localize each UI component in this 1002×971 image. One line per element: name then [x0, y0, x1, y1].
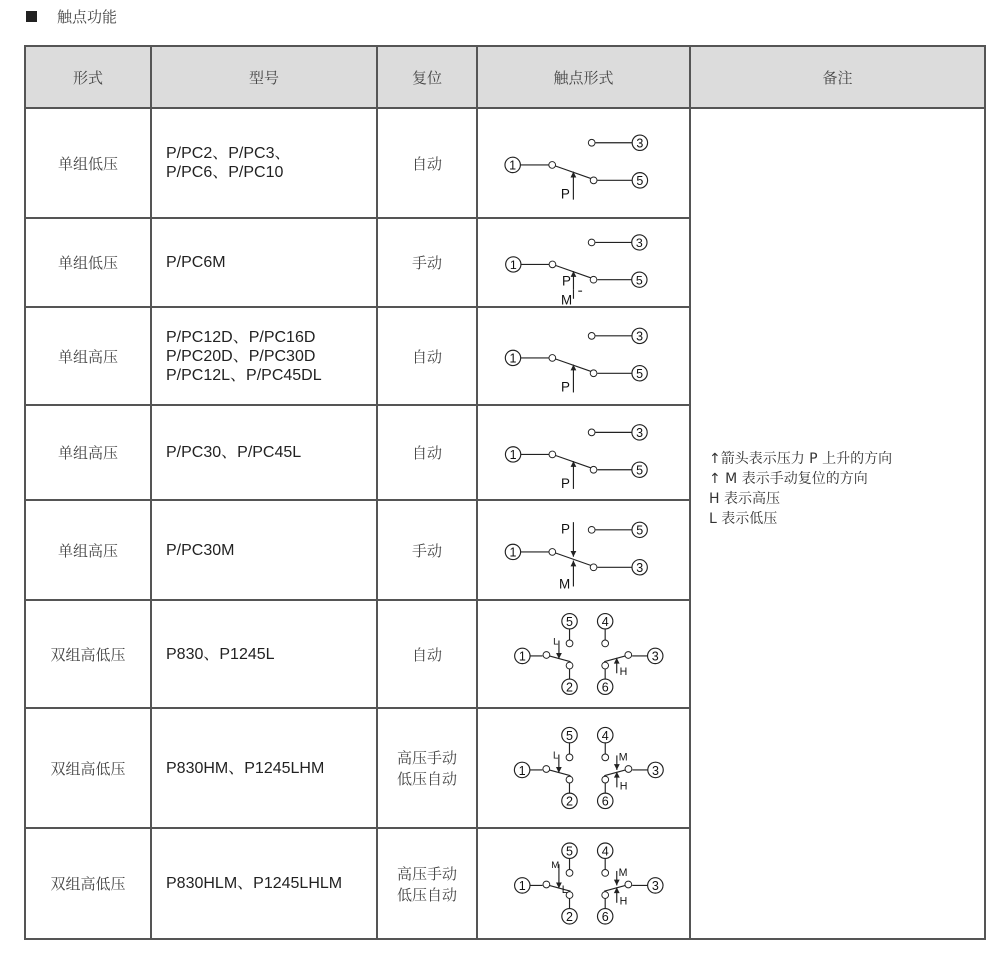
contact-point — [549, 451, 556, 458]
terminal-label: 4 — [601, 728, 609, 743]
contact-diagram-svg — [478, 502, 689, 598]
pressure-arrow-icon — [571, 551, 577, 557]
arrow-label: H — [619, 780, 628, 793]
arrow-label: L — [553, 636, 559, 648]
form-text: 单组低压 — [57, 154, 118, 173]
contact-form-cell — [477, 828, 690, 939]
model-cell — [151, 500, 377, 600]
contact-diagram — [506, 235, 647, 305]
contact-point — [590, 370, 597, 377]
contact-diagram — [505, 522, 647, 592]
terminal-label: 4 — [601, 615, 609, 630]
reset-text: 低压自动 — [396, 885, 457, 904]
header-form: 形式 — [25, 46, 151, 108]
model-text: P830、P1245L — [166, 645, 275, 663]
contact-form-cell — [477, 108, 690, 218]
table-header-row — [25, 46, 985, 108]
contact-point — [549, 261, 556, 268]
arrow-label: P — [560, 186, 570, 202]
wire-line — [604, 885, 625, 891]
contact-diagram-svg — [478, 710, 689, 826]
reset-text: 高压手动 — [396, 749, 457, 767]
contact-form-cell — [477, 500, 690, 600]
contact-point — [590, 177, 597, 184]
manual-arrow-icon — [571, 561, 577, 567]
terminal-label: 1 — [509, 258, 517, 273]
contact-point — [549, 162, 556, 169]
terminal-label: 1 — [518, 649, 526, 664]
form-text: 单组高压 — [57, 541, 118, 560]
contact-diagram-svg — [478, 830, 689, 937]
contact-point — [543, 766, 550, 773]
model-cell — [151, 828, 377, 939]
contact-point — [590, 276, 597, 283]
terminal-label: 3 — [636, 329, 644, 344]
contact-diagram-svg — [478, 309, 689, 403]
contact-diagram-svg — [478, 407, 689, 498]
contact-point — [588, 526, 595, 533]
terminal-label: 4 — [601, 844, 609, 859]
terminal-label: 1 — [518, 763, 526, 778]
terminal-label: 5 — [635, 273, 643, 288]
contact-form-cell — [477, 405, 690, 500]
contact-diagram — [505, 135, 648, 202]
reset-text: 自动 — [411, 154, 442, 173]
form-text: 双组高低压 — [50, 645, 126, 664]
reset-cell — [377, 218, 477, 307]
contact-point — [602, 776, 609, 783]
model-cell — [151, 600, 377, 708]
contact-point — [602, 892, 609, 899]
contact-point — [602, 754, 609, 761]
wire-line — [604, 656, 625, 662]
model-cell — [151, 218, 377, 307]
terminal-label: 5 — [636, 367, 644, 382]
model-cell — [151, 307, 377, 405]
terminal-label: 5 — [636, 523, 644, 538]
arrow-label: P — [560, 379, 570, 395]
terminal-label: 2 — [565, 794, 573, 809]
arrow-label: L — [553, 750, 559, 762]
contact-diagram — [515, 614, 663, 695]
form-cell — [25, 405, 151, 500]
section-title — [26, 6, 117, 27]
model-text: P/PC20D、P/PC30D — [166, 347, 316, 365]
contact-diagram — [505, 425, 647, 491]
terminal-label: 1 — [509, 545, 517, 560]
manual-arrow-icon — [614, 880, 620, 886]
terminal-label: 5 — [565, 728, 573, 743]
terminal-label: 5 — [636, 174, 644, 189]
arrow-label: M — [559, 576, 571, 592]
header-reset: 复位 — [377, 46, 477, 108]
reset-cell — [377, 600, 477, 708]
form-cell — [25, 500, 151, 600]
contact-point — [588, 239, 595, 246]
contact-point — [566, 640, 573, 647]
reset-text: 自动 — [411, 645, 442, 664]
terminal-label: 3 — [635, 236, 643, 251]
form-cell — [25, 108, 151, 218]
arrow-label: M — [551, 860, 560, 872]
header-model: 型号 — [151, 46, 377, 108]
terminal-label: 3 — [636, 561, 644, 576]
contact-point — [590, 466, 597, 473]
model-text: P/PC12D、P/PC16D — [166, 328, 316, 346]
terminal-label: 6 — [601, 794, 609, 809]
terminal-label: 1 — [518, 879, 526, 894]
contact-diagram — [505, 328, 647, 394]
contact-point — [566, 776, 573, 783]
arrow-label: M — [618, 751, 628, 764]
model-cell — [151, 708, 377, 828]
terminal-label: 1 — [509, 448, 517, 463]
table-row — [25, 108, 985, 218]
reset-text: 手动 — [411, 541, 442, 560]
reset-cell — [377, 708, 477, 828]
contact-point — [625, 766, 632, 773]
contact-point — [566, 662, 573, 669]
remarks-text — [709, 449, 984, 529]
remark-line: L 表示低压 — [709, 511, 778, 527]
model-text: P/PC6、P/PC10 — [166, 164, 284, 181]
model-text: P/PC12L、P/PC45DL — [166, 366, 322, 384]
terminal-label: 6 — [601, 680, 609, 695]
form-cell — [25, 307, 151, 405]
manual-arrow-icon — [614, 764, 620, 770]
arrow-label: M — [618, 866, 628, 879]
contact-diagram — [514, 727, 663, 808]
arrow-label: L — [561, 884, 568, 897]
contact-point — [590, 564, 597, 571]
header-remarks: 备注 — [690, 46, 985, 108]
contact-point — [549, 549, 556, 556]
form-text: 单组高压 — [57, 347, 118, 366]
bullet-square-icon — [26, 11, 37, 22]
contact-diagram-svg — [478, 110, 689, 216]
contact-point — [602, 640, 609, 647]
remark-line: H 表示高压 — [709, 491, 780, 507]
terminal-label: 1 — [509, 158, 517, 173]
terminal-label: 6 — [601, 910, 609, 925]
model-text: P/PC2、P/PC3、 — [166, 145, 291, 162]
terminal-label: 3 — [636, 136, 644, 151]
form-text: 单组低压 — [57, 254, 118, 272]
contact-point — [566, 870, 573, 877]
terminal-label: 3 — [652, 763, 660, 778]
form-cell — [25, 708, 151, 828]
terminal-label: 2 — [566, 910, 574, 925]
reset-cell — [377, 828, 477, 939]
arrow-label: M — [561, 292, 573, 305]
arrow-label: P — [560, 475, 570, 491]
contact-form-cell — [477, 708, 690, 828]
reset-text: 自动 — [411, 347, 442, 366]
form-cell — [25, 828, 151, 939]
header-contact-form: 触点形式 — [477, 46, 690, 108]
contact-point — [588, 139, 595, 146]
reset-text: 自动 — [411, 444, 442, 462]
contact-form-cell — [477, 600, 690, 708]
form-text: 双组高低压 — [50, 875, 126, 893]
contact-point — [566, 754, 573, 761]
form-text: 双组高低压 — [50, 759, 126, 778]
contact-point — [588, 429, 595, 436]
contact-point — [602, 662, 609, 669]
contact-form-cell — [477, 307, 690, 405]
reset-cell — [377, 405, 477, 500]
contact-diagram-svg — [478, 602, 689, 706]
contact-point — [543, 881, 550, 888]
terminal-label: 5 — [636, 463, 643, 478]
terminal-label: 3 — [651, 879, 659, 894]
arrow-label: P — [562, 273, 571, 289]
model-cell — [151, 108, 377, 218]
model-text: P830HLM、P1245LHLM — [166, 875, 343, 892]
contact-form-cell — [477, 218, 690, 307]
contact-point — [602, 870, 609, 877]
model-text: P830HM、P1245LHM — [166, 759, 325, 777]
reset-text: 手动 — [411, 254, 442, 272]
remark-line: ↑ M 表示手动复位的方向 — [709, 471, 868, 487]
section-title-text: 触点功能 — [57, 8, 118, 26]
model-text: P/PC30M — [166, 541, 235, 559]
terminal-label: 5 — [566, 844, 574, 859]
remarks-cell — [690, 108, 985, 939]
terminal-label: 1 — [509, 351, 517, 366]
reset-cell — [377, 108, 477, 218]
model-text: P/PC6M — [166, 254, 226, 271]
terminal-label: 3 — [636, 426, 643, 441]
contact-point — [625, 881, 632, 888]
contact-point — [625, 652, 632, 659]
wire-line — [604, 770, 625, 776]
reset-text: 高压手动 — [396, 864, 457, 883]
terminal-label: 5 — [566, 615, 574, 630]
arrow-label: H — [619, 666, 628, 679]
remark-line: ↑箭头表示压力 P 上升的方向 — [709, 451, 893, 467]
terminal-label: 2 — [566, 680, 574, 695]
form-cell — [25, 218, 151, 307]
reset-text: 低压自动 — [396, 770, 457, 788]
form-text: 单组高压 — [57, 444, 118, 462]
model-text: P/PC30、P/PC45L — [166, 444, 302, 461]
form-cell — [25, 600, 151, 708]
reset-cell — [377, 307, 477, 405]
contact-function-table — [24, 45, 986, 940]
arrow-label: H — [619, 895, 628, 908]
arrow-label: P — [560, 521, 570, 537]
contact-point — [588, 333, 595, 340]
terminal-label: 3 — [651, 649, 659, 664]
reset-cell — [377, 500, 477, 600]
contact-point — [549, 355, 556, 362]
contact-diagram-svg — [478, 220, 689, 305]
contact-point — [543, 652, 550, 659]
model-cell — [151, 405, 377, 500]
contact-diagram — [515, 843, 663, 924]
